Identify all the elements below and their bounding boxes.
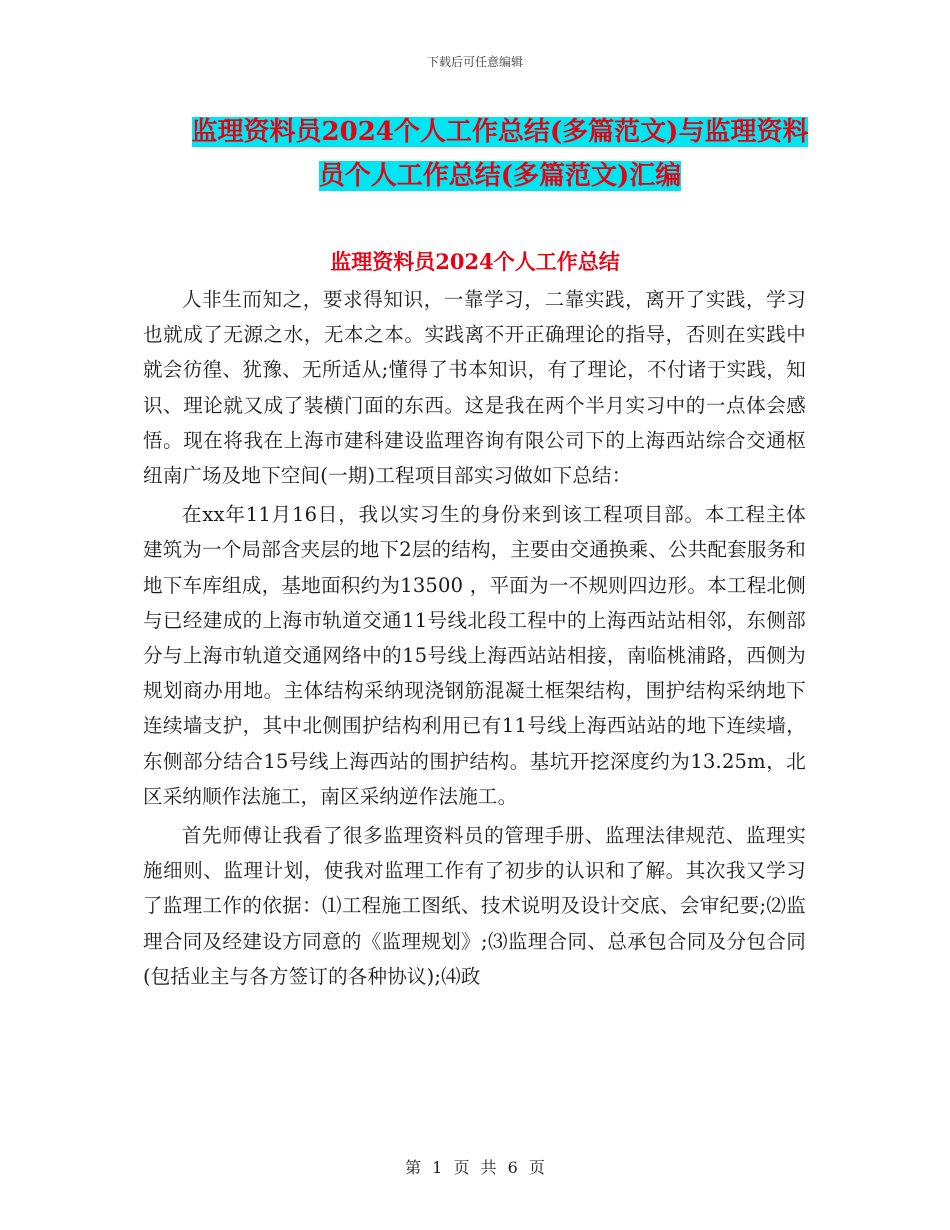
page-footer: 第 1 页 共 6 页 — [405, 1158, 545, 1177]
header-note: 下载后可任意编辑 — [426, 55, 523, 69]
document-title — [100, 110, 900, 198]
paragraph: 人非生而知之，要求得知识，一靠学习，二靠实践，离开了实践，学习也就成了无源之水，无本之本。实践离不开正确理论的指导，否则在实践中就会彷徨、犹豫、无所适从;懂得了书本知识，有了理论，不付诸于实践，知识、理论就又成了装横门面的东西。这是我在两个半月实习中的一点体会感悟。现在将我在上海市建科建设监理咨询有限公司下的上海西站综合交通枢纽南广场及地下空间(一期)工程项目部实习做如下总结： — [143, 288, 806, 488]
document-body — [143, 282, 806, 994]
document-title-line-1: 监理资料员2024个人工作总结(多篇范文)与监理资料 — [191, 117, 809, 147]
paragraph: 在xx年11月16日，我以实习生的身份来到该工程项目部。本工程主体建筑为一个局部含夹层的地下2层的结构，主要由交通换乘、公共配套服务和地下车库组成，基地面积约为13500 ，平面为一不规则四边形。本工程北侧与已经建成的上海市轨道交通11号线北段工程中的上海西站站相邻，东侧部分与上海市轨道交通网络中的15号线上海西站站相接，南临桃浦路，西侧为规划商办用地。主体结构采纳现浇钢筋混凝土框架结构，围护结构采纳地下连续墙支护，其中北侧围护结构利用已有11号线上海西站站的地下连续墙，东侧部分结合15号线上海西站的围护结构。基坑开挖深度约为13.25m，北区采纳顺作法施工，南区采纳逆作法施工。 — [143, 503, 806, 808]
document-title-line-2: 员个人工作总结(多篇范文)汇编 — [318, 161, 682, 191]
section-title: 监理资料员2024个人工作总结 — [330, 249, 620, 274]
paragraph: 首先师傅让我看了很多监理资料员的管理手册、监理法律规范、监理实施细则、监理计划，使我对监理工作有了初步的认识和了解。其次我又学习了监理工作的依据：⑴工程施工图纸、技术说明及设计交底、会审纪要;⑵监理合同及经建设方同意的《监理规划》;⑶监理合同、总承包合同及分包合同(包括业主与各方签订的各种协议);⑷政 — [143, 824, 806, 988]
